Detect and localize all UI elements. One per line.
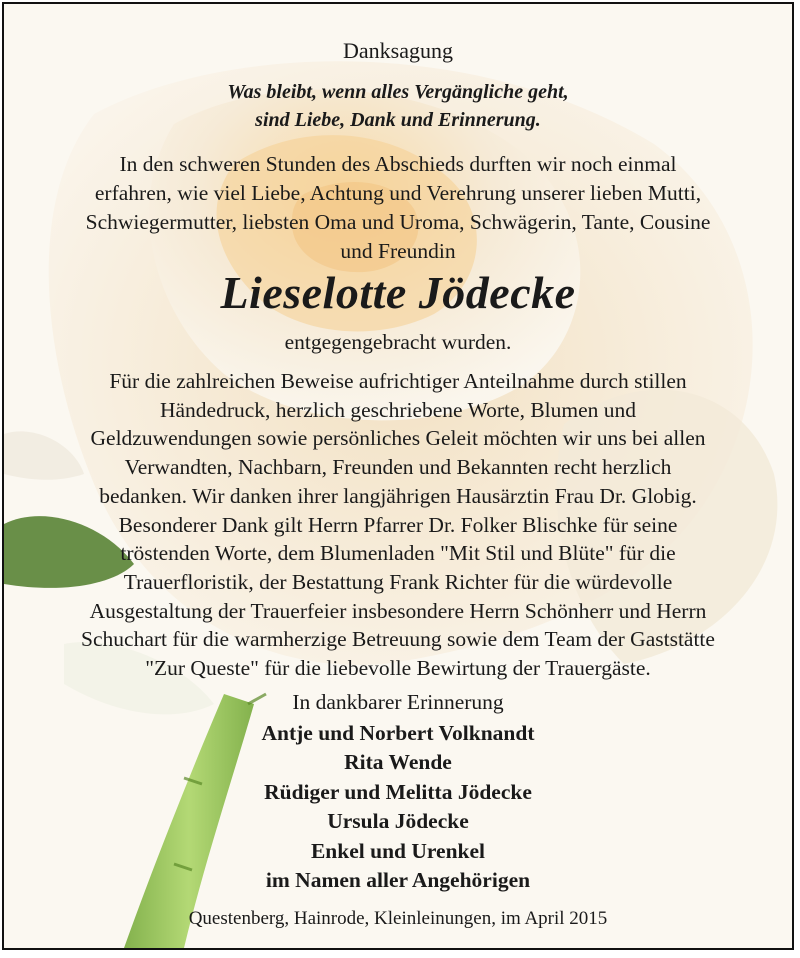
signer-name: Antje und Norbert Volknandt <box>261 721 535 745</box>
given-line: entgegengebracht wurden. <box>284 330 512 354</box>
deceased-name: Lieselotte Jödecke <box>220 267 576 318</box>
signer-name: Rita Wende <box>344 750 452 775</box>
thanks-paragraph <box>4 367 792 683</box>
motto-line: sind Liebe, Dank und Erinnerung. <box>255 109 541 131</box>
thanks-line: Ausgestaltung der Trauerfeier insbesondere Herrn Schönherr und Herrn <box>89 598 707 623</box>
signer-name: Ursula Jödecke <box>327 809 469 834</box>
motto <box>4 78 792 134</box>
signers-list <box>4 719 792 895</box>
closing-line: In dankbarer Erinnerung <box>292 690 504 714</box>
obituary-notice <box>2 2 794 950</box>
intro-line: und Freundin <box>340 239 456 263</box>
intro-line: erfahren, wie viel Liebe, Achtung und Verehrung unserer lieben Mutti, <box>94 181 702 205</box>
thanks-line: "Zur Queste" für die liebevolle Bewirtung der Trauergäste. <box>145 656 651 681</box>
thanks-line: tröstenden Worte, dem Blumenladen "Mit Stil und Blüte" für die <box>120 541 676 566</box>
place-and-date: Questenberg, Hainrode, Kleinleinungen, im April 2015 <box>188 908 608 929</box>
thanks-line: Händedruck, herzlich geschriebene Worte, Blumen und <box>159 397 637 422</box>
signer-name: Enkel und Urenkel <box>310 838 486 863</box>
thanks-line: Geldzuwendungen sowie persönliches Geleit möchten wir uns bei allen <box>90 426 706 451</box>
signer-name: Rüdiger und Melitta Jödecke <box>264 779 532 804</box>
thanks-line: Schuchart für die warmherzige Betreuung sowie dem Team der Gaststätte <box>81 627 715 652</box>
notice-heading: Danksagung <box>343 38 453 63</box>
thanks-line: bedanken. Wir danken ihrer langjährigen Hausärztin Frau Dr. Globig. <box>99 483 697 508</box>
thanks-line: Für die zahlreichen Beweise aufrichtiger Anteilnahme durch stillen <box>109 369 687 393</box>
thanks-line: Trauerfloristik, der Bestattung Frank Richter für die würdevolle <box>123 569 673 594</box>
intro-paragraph <box>4 150 792 266</box>
intro-line: In den schweren Stunden des Abschieds durften wir noch einmal <box>119 152 677 176</box>
thanks-line: Besonderer Dank gilt Herrn Pfarrer Dr. Folker Blischke für seine <box>118 512 678 537</box>
motto-line: Was bleibt, wenn alles Vergängliche geht, <box>227 81 569 103</box>
intro-line: Schwiegermutter, liebsten Oma und Uroma, Schwägerin, Tante, Cousine <box>85 210 711 234</box>
thanks-line: Verwandten, Nachbarn, Freunden und Bekannten recht herzlich <box>124 455 672 480</box>
signer-name: im Namen aller Angehörigen <box>265 868 531 893</box>
